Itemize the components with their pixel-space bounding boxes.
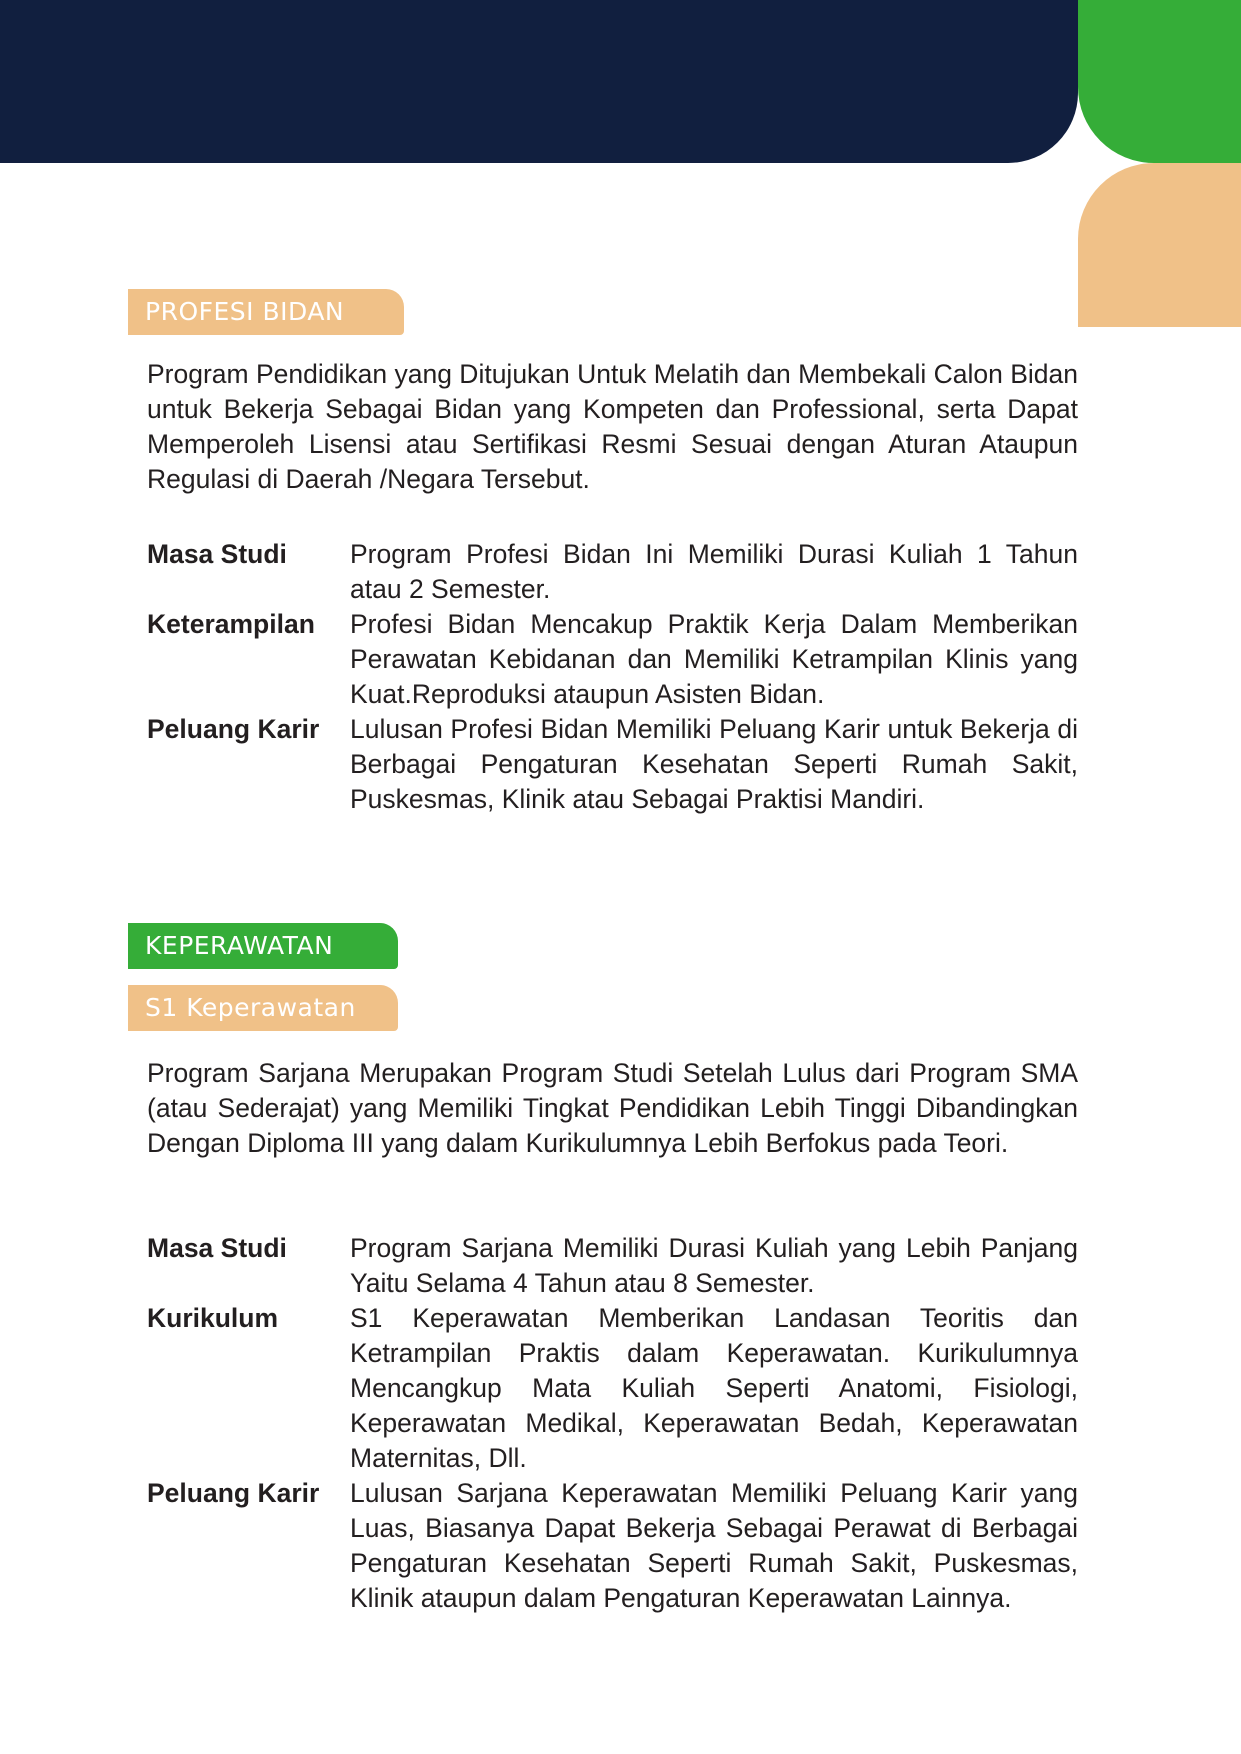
detail-term: Masa Studi [147, 539, 287, 569]
detail-row-masa-studi [147, 1231, 1078, 1301]
detail-row-masa-studi [147, 537, 1078, 607]
section-label-keperawatan: KEPERAWATAN [128, 923, 398, 969]
detail-row-peluang-karir [147, 712, 1078, 817]
detail-term: Keterampilan [147, 609, 315, 639]
header-peach-block [1078, 163, 1241, 327]
detail-row-peluang-karir [147, 1476, 1078, 1616]
section-sublabel-s1-keperawatan: S1 Keperawatan [128, 985, 398, 1031]
details-list-profesi-bidan [147, 537, 1078, 817]
section-label-profesi-bidan: PROFESI BIDAN [128, 289, 404, 335]
detail-description: S1 Keperawatan Memberikan Landasan Teoritis dan Ketrampilan Praktis dalam Keperawatan. Kurikulumnya Mencangkup Mata Kuliah Seperti Anatomi, Fisiologi, Keperawatan Medikal, Keperawatan Bedah, Keperawatan Maternitas, Dll. [350, 1303, 1078, 1473]
header-green-block [1078, 0, 1241, 163]
detail-description: Program Sarjana Memiliki Durasi Kuliah yang Lebih Panjang Yaitu Selama 4 Tahun atau 8 Semester. [350, 1233, 1078, 1298]
section-intro-profesi-bidan: Program Pendidikan yang Ditujukan Untuk Melatih dan Membekali Calon Bidan untuk Bekerja Sebagai Bidan yang Kompeten dan Professional, serta Dapat Memperoleh Lisensi atau Sertifikasi Resmi Sesuai dengan Aturan Ataupun Regulasi di Daerah /Negara Tersebut. [147, 359, 1078, 494]
header-navy-banner [0, 0, 1078, 163]
detail-description: Profesi Bidan Mencakup Praktik Kerja Dalam Memberikan Perawatan Kebidanan dan Memiliki Ketrampilan Klinis yang Kuat.Reproduksi ataupun Asisten Bidan. [350, 609, 1078, 709]
detail-term: Masa Studi [147, 1233, 287, 1263]
detail-description: Lulusan Sarjana Keperawatan Memiliki Peluang Karir yang Luas, Biasanya Dapat Bekerja Sebagai Perawat di Berbagai Pengaturan Kesehatan Seperti Rumah Sakit, Puskesmas, Klinik ataupun dalam Pengaturan Keperawatan Lainnya. [350, 1478, 1078, 1613]
detail-term: Peluang Karir [147, 1478, 320, 1508]
detail-row-keterampilan [147, 607, 1078, 712]
details-list-keperawatan [147, 1231, 1078, 1616]
detail-term: Kurikulum [147, 1303, 279, 1333]
detail-term: Peluang Karir [147, 714, 320, 744]
detail-description: Program Profesi Bidan Ini Memiliki Durasi Kuliah 1 Tahun atau 2 Semester. [350, 539, 1078, 604]
detail-description: Lulusan Profesi Bidan Memiliki Peluang Karir untuk Bekerja di Berbagai Pengaturan Kesehatan Seperti Rumah Sakit, Puskesmas, Klinik atau Sebagai Praktisi Mandiri. [350, 714, 1078, 814]
detail-row-kurikulum [147, 1301, 1078, 1476]
section-intro-keperawatan: Program Sarjana Merupakan Program Studi Setelah Lulus dari Program SMA (atau Sederajat) yang Memiliki Tingkat Pendidikan Lebih Tinggi Dibandingkan Dengan Diploma III yang dalam Kurikulumnya Lebih Berfokus pada Teori. [147, 1058, 1078, 1158]
